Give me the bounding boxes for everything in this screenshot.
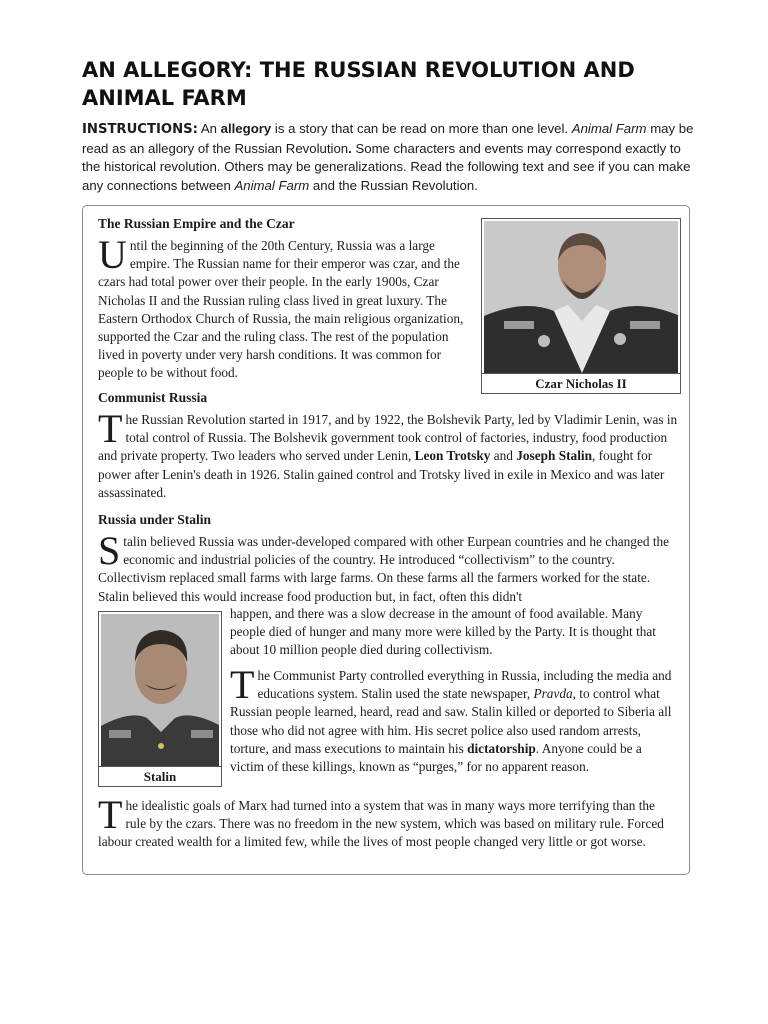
page-title: AN ALLEGORY: THE RUSSIAN REVOLUTION AND ANIMAL FARM [82,58,635,110]
czar-nicholas-photo [481,218,681,394]
section-heading-empire: The Russian Empire and the Czar [98,216,295,231]
czar-portrait-image [484,221,678,373]
stalin-portrait-image [101,614,219,766]
reading-passage-box [82,205,690,875]
stalin-caption: Stalin [99,766,221,786]
section-heading-communist: Communist Russia [98,390,208,405]
book-title: Animal Farm [571,121,647,136]
drop-cap: T [230,662,255,707]
term-dictatorship: dictatorship [467,740,536,756]
paragraph-empire: Until the beginning of the 20th Century, Russia was a large empire. The Russian name for their emperor was czar, and the czars had total power over their people. In the early 1900s, Czar Nicholas II and the Russian ruling class lived in great luxury. The Eastern Orthodox Church of Russia, the main religious organization, supported the Czar and the ruling class. The rest of the population lived in poverty under very harsh conditions. It was common for people to be without food. [98,232,464,381]
instructions-label: INSTRUCTIONS: [82,122,198,137]
paragraph-communist-party: The Communist Party controlled everything in Russia, including the media and educations system. Stalin used the state newspaper, Pravda, to control what Russian people learned, heard, read and saw. Stalin killed or deported to Siberia all those who did not agree with him. His secret police also used random arrests, torture, and mass executions to maintain his dictatorship. Anyone could be a victim of these killings, known as “purges,” for no apparent reason. [230,662,672,775]
drop-cap: U [98,232,127,277]
paragraph-collectivism: Stalin believed Russia was under-developed compared with other Eurpean countries and he changed the economic and industrial policies of the country. He introduced “collectivism” to the country. Collectivism replaced small farms with large farms. On these farms all the farmers worked for the state. Stalin believed this would increase food production but, in fact, often this didn't [98,528,670,604]
stalin-photo [98,611,222,787]
section-heading-stalin: Russia under Stalin [98,512,212,527]
instructions: INSTRUCTIONS: An allegory is a story that can be read on more than one level. Animal Farm may be read as an allegory of the Russian Revolution. Some characters and events may correspond exactly to the historical revolution. Others may be generalizations. Read the following text and see if you can make any connections between Animal Farm and the Russian Revolution. [82,121,694,193]
drop-cap: S [98,528,121,573]
paragraph-collectivism-continued: happen, and there was a slow decrease in the amount of food available. Many people died of hunger and many more were killed by the Party. It is thought that about 10 million people died during collectivism. [230,606,657,658]
paragraph-communist: The Russian Revolution started in 1917, and by 1922, the Bolshevik Party, led by Vladimir Lenin, was in total control of Russia. The Bolshevik government took control of factories, industry, food production and private property. Two leaders who served under Lenin, Leon Trotsky and Joseph Stalin, fought for power after Lenin's death in 1926. Stalin gained control and Trotsky lived in exile in Mexico and was later assassinated. [98,406,678,500]
allegory-term: allegory [220,121,272,136]
drop-cap: T [98,792,123,837]
newspaper-name: Pravda [533,686,573,702]
drop-cap: T [98,406,123,451]
book-title: Animal Farm [234,177,310,193]
name-stalin: Joseph Stalin [516,448,592,464]
name-trotsky: Leon Trotsky [414,448,491,464]
czar-caption: Czar Nicholas II [482,373,680,393]
paragraph-marx: The idealistic goals of Marx had turned into a system that was in many ways more terrifying than the rule by the czars. There was no freedom in the new system, which was based on military rule. Forced labour created wealth for a limited few, while the lives of most people changed very little or got worse. [98,792,664,850]
